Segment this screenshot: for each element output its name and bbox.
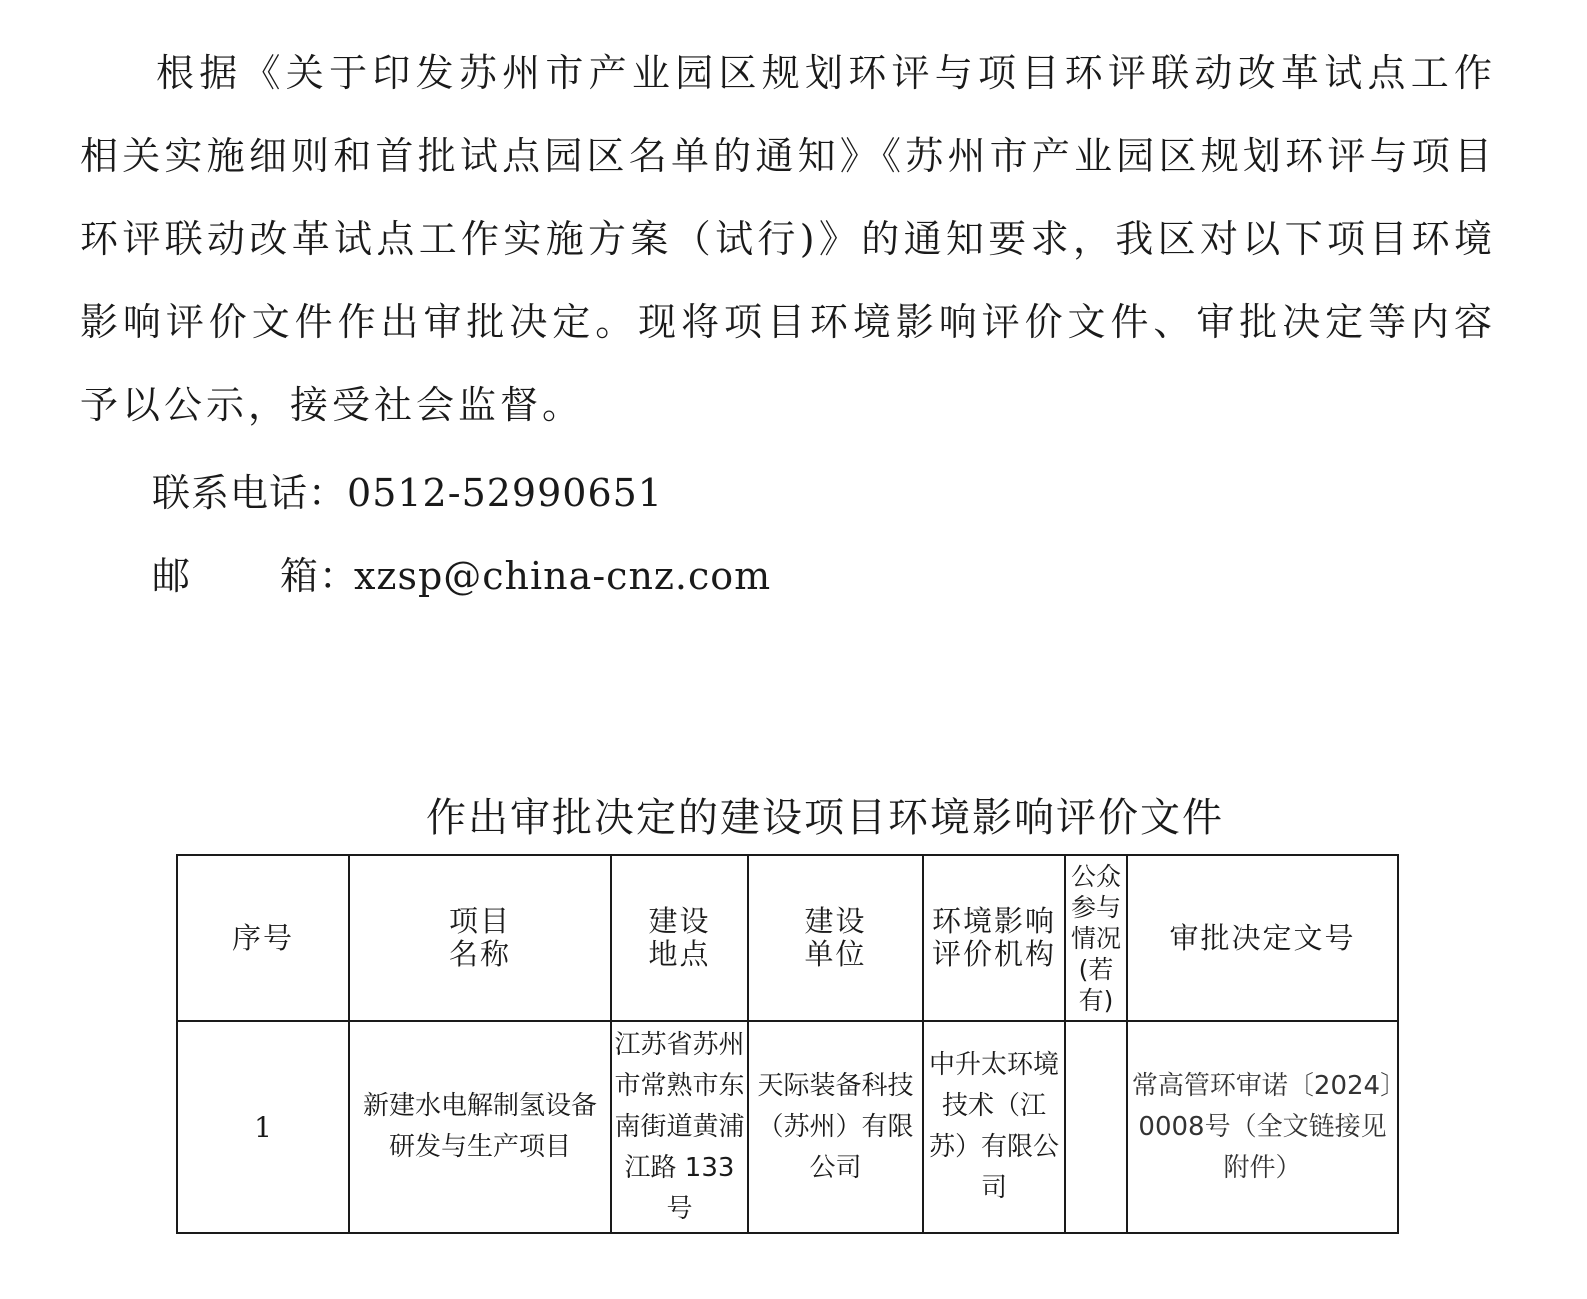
cell-agency: 中升太环境技术（江苏）有限公司 (923, 1021, 1065, 1233)
table-title: 作出审批决定的建设项目环境影响评价文件 (426, 795, 1224, 841)
header-decision-number: 审批决定文号 (1127, 855, 1398, 1021)
header-index: 序号 (177, 855, 349, 1021)
cell-decision-number: 常高管环审诺〔2024〕0008号（全文链接见附件） (1127, 1021, 1398, 1233)
cell-project-name: 新建水电解制氢设备研发与生产项目 (349, 1021, 611, 1233)
header-public-participation: 公众参与情况(若有) (1065, 855, 1127, 1021)
header-project-name: 项目名称 (349, 855, 611, 1021)
cell-public-participation (1065, 1021, 1127, 1233)
table-row (177, 1021, 1398, 1233)
cell-builder: 天际装备科技（苏州）有限公司 (748, 1021, 923, 1233)
email-label-part-2: 箱： (280, 554, 359, 598)
table-header-row (177, 855, 1398, 1021)
phone-label: 联系电话： (152, 471, 348, 515)
header-builder: 建设单位 (748, 855, 923, 1021)
contact-email (152, 545, 771, 600)
approval-table (176, 854, 1399, 1234)
email-label (152, 545, 359, 600)
cell-index: 1 (177, 1021, 349, 1233)
phone-number: 0512-52990651 (347, 471, 663, 515)
contact-phone (152, 462, 663, 517)
header-location: 建设地点 (611, 855, 748, 1021)
cell-location: 江苏省苏州市常熟市东南街道黄浦江路 133 号 (611, 1021, 748, 1233)
header-agency: 环境影响评价机构 (923, 855, 1065, 1021)
email-address: xzsp@china-cnz.com (354, 554, 772, 598)
email-label-part-1: 邮 (152, 554, 192, 598)
intro-paragraph: 根据《关于印发苏州市产业园区规划环评与项目环评联动改革试点工作相关实施细则和首批试点园区名单的通知》《苏州市产业园区规划环评与项目环评联动改革试点工作实施方案（试行)》的通知要求，我区对以下项目环境影响评价文件作出审批决定。现将项目环境影响评价文件、审批决定等内容予以公示，接受社会监督。 (80, 51, 1496, 427)
